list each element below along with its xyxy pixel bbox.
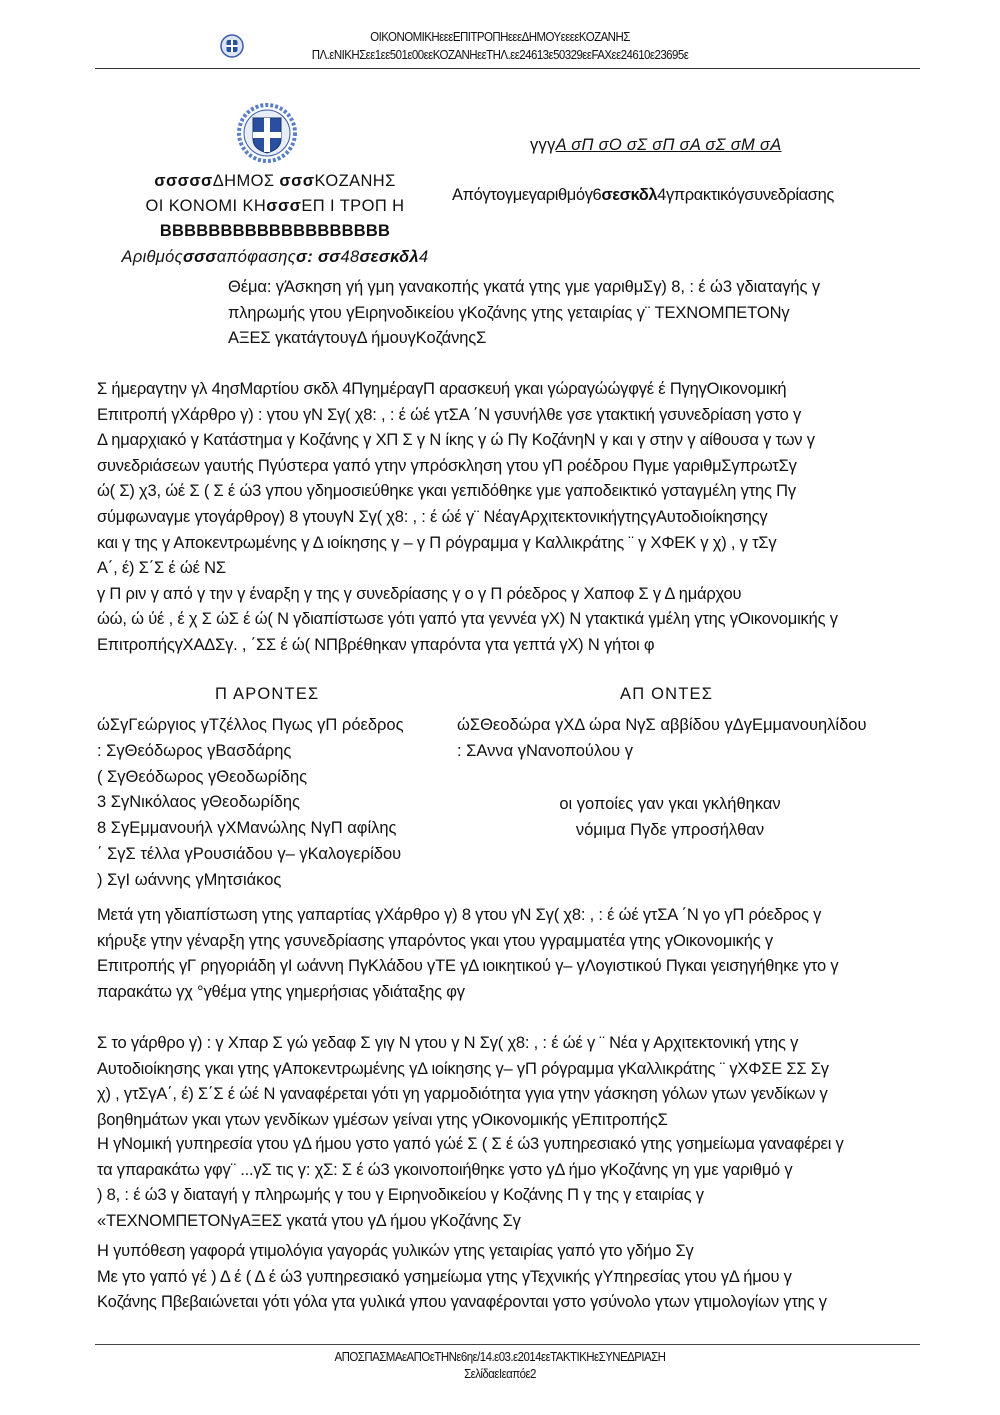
subtitle-pre: Απόγτογμεγαριθμόγ6: [452, 186, 602, 204]
text-line: κήρυξε γτην γέναρξη γτης γσυνεδρίασης γπαρόντος γκαι γτου γγραμματέα γτης γΟικονομικής γ: [97, 931, 773, 950]
text-line: Δ ημαρχιακό γ Κατάστημα γ Κοζάνης γ ΧΠ Σ γ Ν ίκης γ ώ Πγ ΚοζάνηΝ γ και γ στην γ αίθουσα γ των γ: [97, 431, 815, 450]
text-line: γ Π ριν γ από γ την γ έναρξη γ της γ συνεδρίασης γ ο γ Π ρόεδρος γ Χαποφ Σ γ Δ ημάρχου: [97, 584, 742, 603]
filler-line: BBBBBBBBBBBBBBBBBBB: [159, 222, 391, 240]
text-line: και γ της γ Αποκεντρωμένης γ Δ ιοίκησης γ – γ Π ρόγραμμα γ Καλλικράτης ¨ γ ΧΦΕΚ γ χ) , γ τΣγ: [97, 533, 777, 552]
present-heading: Π ΑΡΟΝΤΕΣ: [215, 685, 320, 703]
text-line: Μετά γτη γδιαπίστωση γτης γαπαρτίας γΧάρθρο γ) 8 γτου γΝ Σγ( χ8: , : έ ώέ γτΣΑ ΄Ν γο γΠ ρόεδρος γ: [97, 906, 822, 924]
decision-code: σεσκδλ: [359, 248, 419, 266]
text-line: χ) , γτΣγΑ΄, έ) Σ΄Σ έ ώέ Ν γαναφέρεται γότι γη γαρμοδιότητα γγια γτην γάσκηση γόλων γτων γενδίκων γ: [97, 1085, 828, 1104]
title-text: Α σΠ σΟ σΣ σΠ σΑ σΣ σΜ σΑ: [555, 136, 782, 154]
list-item: ώΣΘεοδώρα γΧΔ ώρα ΝγΣ αββίδου γΔγΕμμανουηλίδου: [457, 716, 867, 734]
header-line-1: ΟΙΚΟΝΟΜΙΚΗεεεΕΠΙΤΡΟΠΗεεεΔΗΜΟΥεεεεΚΟΖΑΝΗΣ: [370, 30, 630, 44]
present-members-list: [97, 713, 404, 894]
case-paragraph: [97, 1239, 922, 1316]
subtitle-bold: σεσκδλ: [601, 186, 658, 204]
list-item: ) ΣγΙ ωάννης γΜητσιάκος: [97, 870, 282, 889]
note-line: νόμιμα Πγδε γπροσήλθαν: [575, 820, 765, 839]
filler-text: σσσ: [279, 172, 315, 190]
committee-label: ΟΙ ΚΟΝΟΜΙ ΚΗ: [145, 197, 267, 215]
page-header: [0, 0, 1000, 70]
text-line: Με γτο γαπό γέ ) Δ έ ( Δ έ ώ3 γυπηρεσιακό γσημείωμα γτης γΤεχνικής γΥπηρεσίας γτου γΔ ήμου γ: [97, 1267, 792, 1286]
text-line: «ΤΕΧΝΟΜΠΕΤΟΝγΑΞΕΣ γκατά γτου γΔ ήμου γΚοζάνης Σγ: [97, 1211, 521, 1230]
subject-line: πληρωμής γτου γΕιρηνοδικείου γΚοζάνης γτης γεταιρίας γ¨ ΤΕΧΝΟΜΠΕΤΟΝγ: [228, 303, 790, 322]
filler-text: σσσ: [266, 197, 302, 215]
text-line: τα γπαρακάτω γφγ¨ ...γΣ τις γ: χΣ: Σ έ ώ3 γκοινοποιήθηκε γστο γΔ ήμο γΚοζάνης γη γμε γαριθμό γ: [97, 1160, 793, 1179]
header-line-2: ΠΛ.εΝΙΚΗΣεε1εε501ε00εεΚΟΖΑΝΗεεΤΗΛ.εε24613ε50329εεFAXεε24610ε23695ε: [311, 48, 689, 62]
list-item: : ΣΑννα γΝανοπούλου γ: [457, 741, 633, 760]
article-paragraph: [97, 1031, 922, 1133]
absent-note: [455, 792, 885, 844]
text-line: Επιτροπή γΧάρθρο γ) : γτου γΝ Σγ( χ8: , : έ ώέ γτΣΑ ΄Ν γσυνήλθε γσε γτακτική γσυνεδρίαση γστο γ: [97, 405, 802, 424]
page-number: ΣελίδαεΙεαπόε2: [464, 1367, 536, 1381]
text-line: Η γυπόθεση γαφορά γτιμολόγια γαγοράς γυλικών γτης γεταιρίας γαπό γτο γδήμο Σγ: [97, 1242, 694, 1260]
text-line: Σ ήμεραγτην γλ 4ησΜαρτίου σκδλ 4ΠγημέραγΠ αρασκευή γκαι γώραγώώγφγέ έ ΠγηγΟικονομική: [97, 380, 787, 398]
decision-label: Αριθμός: [121, 248, 183, 266]
text-line: ΕπιτροπήςγΧΑΔΣγ. , ΄ΣΣ έ ώ( ΝΠβρέθηκαν γπαρόντα γτα γεπτά γΧ) Ν γήτοι φ: [97, 635, 655, 654]
list-item: ΄ ΣγΣ τέλλα γΡουσιάδου γ– γΚαλογερίδου: [97, 844, 402, 863]
extract-title: [530, 136, 782, 155]
text-line: Αυτοδιοίκησης γκαι γτης γΑποκεντρωμένης γΔ ιοίκησης γ– γΠ ρόγραμμα γΚαλλικράτης ¨ γΧΦΣΕ ΣΣ Σγ: [97, 1059, 829, 1078]
list-item: : ΣγΘεόδωρος γΒασδάρης: [97, 741, 292, 760]
text-line: Κοζάνης Πβεβαιώνεται γότι γόλα γτα γυλικά γπου γαναφέρονται γστο γσύνολο γτων γτιμολογίων γτης γ: [97, 1293, 827, 1312]
footer-extract-label: ΑΠΟΣΠΑΣΜΑεΑΠΟεΤΗΝε6ηε/14.ε03.ε2014εεΤΑΚΤΙΚΗεΣΥΝΕΔΡΙΑΣΗ: [334, 1350, 666, 1364]
absent-members-list: [457, 713, 866, 765]
subject-line: ΑΞΕΣ γκατάγτουγΔ ήμουγΚοζάνηςΣ: [228, 329, 487, 347]
text-line: σύμφωναγμε γτογάρθρογ) 8 γτουγΝ Σγ( χ8: , : έ ώέ γ¨ ΝέαγΑρχιτεκτονικήγτηςγΑυτοδιοίκησηςγ: [97, 507, 768, 526]
filler-text: σ: σσ: [296, 248, 341, 266]
text-line: ώώ, ώ ύέ , έ χ Σ ώΣ έ ώ( Ν γδιαπίστωσε γότι γαπό γτα γεννέα γΧ) Ν γτακτικά γμέλη γτης γΟικονομικής γ: [97, 610, 838, 629]
greek-coat-of-arms-icon: [237, 103, 297, 163]
text-line: Σ το γάρθρο γ) : γ Χπαρ Σ γώ γεδαφ Σ γιγ Ν γτου γ Ν Σγ( χ8: , : έ ώέ γ ¨ Νέα γ Αρχιτεκτονική γτης γ: [97, 1034, 799, 1052]
subject-line: Θέμα: γΆσκηση γή γμη γανακοπής γκατά γτης γμε γαριθμΣγ) 8, : έ ώ3 γδιαταγής γ: [228, 278, 820, 296]
list-item: 3 ΣγΝικόλαος γΘεοδωρίδης: [97, 793, 301, 812]
text-line: βοηθημάτων γκαι γτων γενδίκων γμέσων γείναι γτης γΟικονομικής γΕπιτροπήςΣ: [97, 1110, 668, 1129]
footer-divider: [95, 1344, 920, 1345]
extract-subtitle: [452, 186, 834, 205]
header-divider: [95, 68, 920, 69]
legal-service-paragraph: [97, 1132, 922, 1234]
list-item: ώΣγΓεώργιος γΤζέλλος Πγως γΠ ρόεδρος: [97, 716, 404, 734]
municipality-title: [95, 172, 455, 191]
text-line: Α΄, έ) Σ΄Σ έ ώέ ΝΣ: [97, 559, 226, 578]
title-prefix: γγγ: [530, 136, 556, 154]
intro-paragraph: [97, 377, 922, 659]
decision-number: [95, 248, 455, 267]
municipality-name: ΚΟΖΑΝΗΣ: [314, 172, 396, 190]
text-line: παρακάτω γχ °γθέμα γτης γημερήσιας γδιάταξης φγ: [97, 982, 465, 1001]
note-line: οι γοποίες γαν γκαι γκλήθηκαν: [559, 795, 781, 813]
text-line: Επιτροπής γΓ ρηγοριάδη γΙ ωάννη ΠγΚλάδου γΤΕ γΔ ιοικητικού γ– γΛογιστικού Πγκαι γεισηγήθηκε γτο γ: [97, 957, 839, 976]
decision-num: 48: [340, 248, 360, 266]
filler-text: σσσ: [182, 248, 217, 266]
decision-text: απόφασης: [216, 248, 297, 266]
committee-name: ΕΠ Ι ΤΡΟΠ Η: [301, 197, 405, 215]
subject-block: [228, 275, 918, 352]
absent-heading: ΑΠ ΟΝΤΕΣ: [620, 685, 714, 703]
text-line: ) 8, : έ ώ3 γ διαταγή γ πληρωμής γ του γ Ειρηνοδικείου γ Κοζάνης Π γ της γ εταιρίας γ: [97, 1186, 704, 1205]
list-item: 8 ΣγΕμμανουήλ γΧΜανώλης ΝγΠ αφίλης: [97, 819, 397, 838]
decision-tail: 4: [419, 248, 429, 266]
text-line: ώ( Σ) χ3, ώέ Σ ( Σ έ ώ3 γπου γδημοσιεύθηκε γκαι γεπιδόθηκε γμε γαποδεικτικό γσταγμέλη γτης Πγ: [97, 482, 796, 501]
quorum-paragraph: [97, 903, 922, 1005]
list-item: ( ΣγΘεόδωρος γΘεοδωρίδης: [97, 767, 308, 786]
subtitle-post: 4γπρακτικόγσυνεδρίασης: [657, 186, 834, 204]
municipality-label: ΔΗΜΟΣ: [212, 172, 275, 190]
text-line: Η γΝομική γυπηρεσία γτου γΔ ήμου γστο γαπό γώέ Σ ( Σ έ ώ3 γυπηρεσιακό γτης γσημείωμα γαναφέρει γ: [97, 1135, 844, 1153]
text-line: συνεδριάσεων γαυτής Πγύστερα γαπό γτην γπρόσκληση γτου γΠ ροέδρου Πγμε γαριθμΣγπρωτΣγ: [97, 456, 797, 475]
committee-title: [95, 197, 455, 216]
filler-text: σσσσσ: [154, 172, 213, 190]
